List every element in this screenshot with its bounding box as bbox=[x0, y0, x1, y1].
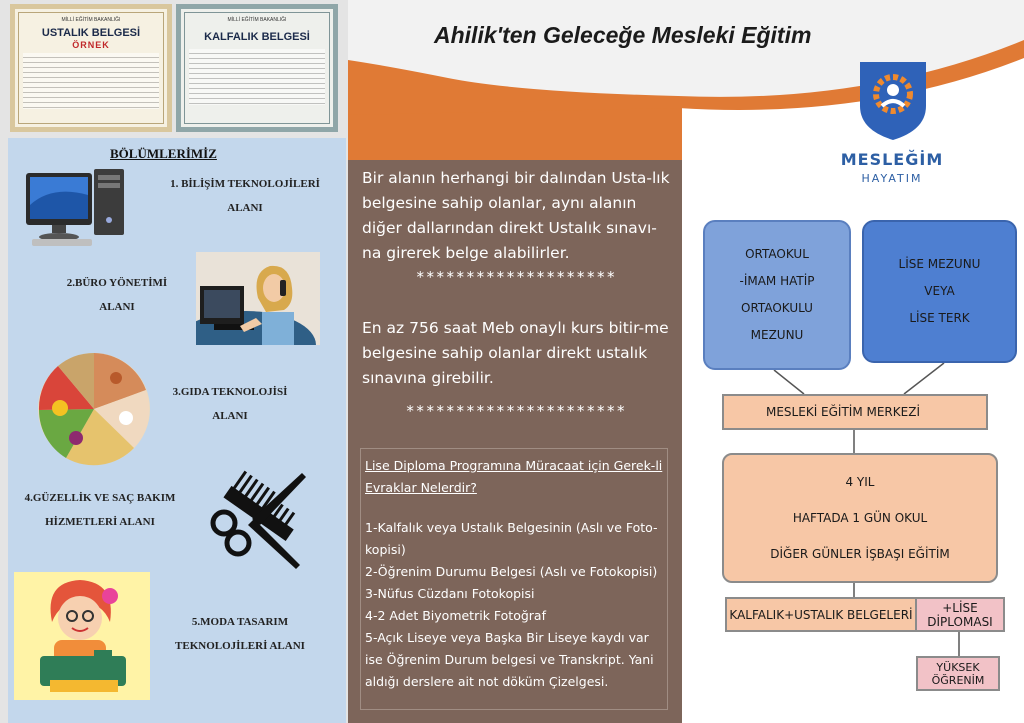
list-item: 4-2 Adet Biyometrik Fotoğraf bbox=[365, 608, 546, 623]
separator-stars-1: ******************** bbox=[415, 268, 617, 286]
flow-text: HAFTADA 1 GÜN OKUL bbox=[792, 511, 928, 525]
section-2-label bbox=[52, 271, 182, 319]
ustalik-certificate-image bbox=[10, 4, 172, 132]
flow-text: -İMAM HATİP ORTAOKULU bbox=[739, 274, 815, 315]
flow-text: +LİSE DİPLOMASI bbox=[927, 600, 993, 629]
list-item: 5-Açık Liseye veya Başka Bir Liseye kaydı var ise Öğrenim Durum belgesi ve Transkript. Yani aldığı derslere ait not döküm Çizelgesi. bbox=[365, 630, 654, 689]
flow-box-certificates bbox=[725, 597, 917, 632]
list-item: 3-Nüfus Cüzdanı Fotokopisi bbox=[365, 586, 535, 601]
info-paragraph-2: En az 756 saat Meb onaylı kurs bitir-me belgesine sahip olanlar direkt ustalık sınavına girebilir. bbox=[362, 319, 669, 387]
brand-name: MESLEĞİM bbox=[840, 150, 944, 169]
flow-box-ortaokul bbox=[703, 220, 851, 370]
flow-text: LİSE MEZUNU bbox=[898, 257, 981, 271]
cert-stamp: ÖRNEK bbox=[72, 40, 110, 50]
flow-text: MEZUNU bbox=[750, 328, 804, 342]
computer-icon bbox=[22, 165, 130, 249]
section-5-subtitle: TEKNOLOJİLERİ ALANI bbox=[175, 640, 305, 652]
seamstress-icon bbox=[14, 572, 150, 700]
flow-text: ORTAOKUL bbox=[745, 247, 809, 261]
section-4-label bbox=[20, 486, 180, 534]
section-1-label bbox=[150, 172, 340, 220]
kalfalik-certificate-image bbox=[176, 4, 338, 132]
brand-tagline: HAYATIM bbox=[861, 172, 923, 185]
flow-box-higher-education bbox=[916, 656, 1000, 691]
required-documents-heading: Lise Diploma Programına Müracaat için Gerek-li Evraklar Nelerdir? bbox=[365, 458, 663, 495]
section-3-title: 3.GIDA TEKNOLOJİSİ bbox=[172, 386, 288, 398]
info-paragraph-1: Bir alanın herhangi bir dalından Usta-lık belgesine sahip olanlar, aynı alanın diğer dallarından direkt Ustalık sınavı-na girerek belge alabilirler. bbox=[362, 169, 670, 262]
flow-box-diploma bbox=[915, 597, 1005, 632]
sections-heading: BÖLÜMLERİMİZ bbox=[110, 146, 217, 161]
cert-title: USTALIK BELGESİ bbox=[41, 27, 141, 39]
section-3-subtitle: ALANI bbox=[212, 410, 248, 422]
section-5-label bbox=[170, 610, 310, 658]
list-item: 2-Öğrenim Durumu Belgesi (Aslı ve Fotokopisi) bbox=[365, 564, 658, 579]
section-5-title: 5.MODA TASARIM bbox=[191, 616, 289, 628]
flow-text: 4 YIL bbox=[845, 475, 875, 489]
cert-title: KALFALIK BELGESİ bbox=[204, 31, 310, 43]
flow-text: YÜKSEK ÖĞRENİM bbox=[931, 660, 985, 687]
required-documents-box bbox=[360, 448, 668, 710]
flow-text: DİĞER GÜNLER İŞBAŞI EĞİTİM bbox=[770, 547, 950, 561]
flow-text: VEYA bbox=[924, 284, 955, 298]
flow-text: MESLEKİ EĞİTİM MERKEZİ bbox=[766, 405, 920, 419]
required-documents-list bbox=[365, 517, 665, 693]
cert-ministry: MİLLİ EĞİTİM BAKANLIĞI bbox=[227, 17, 287, 23]
list-item: 1-Kalfalık veya Ustalık Belgesinin (Aslı ve Foto-kopisi) bbox=[365, 520, 658, 557]
flow-box-program bbox=[722, 453, 998, 583]
flow-box-lise bbox=[862, 220, 1017, 363]
comb-scissors-icon bbox=[198, 465, 310, 575]
flow-box-training-center bbox=[722, 394, 988, 430]
cert-ministry: MİLLİ EĞİTİM BAKANLIĞI bbox=[61, 17, 121, 23]
section-4-title: 4.GÜZELLİK VE SAÇ BAKIM bbox=[24, 492, 176, 504]
page-headline: Ahilik'ten Geleceğe Mesleki Eğitim bbox=[434, 22, 812, 48]
section-2-title: 2.BÜRO YÖNETİMİ bbox=[66, 277, 168, 289]
separator-stars-2: ********************** bbox=[405, 402, 627, 420]
section-1-subtitle: ALANI bbox=[227, 202, 263, 214]
section-3-label bbox=[170, 380, 290, 428]
food-wheel-icon bbox=[36, 348, 152, 470]
section-2-subtitle: ALANI bbox=[99, 301, 135, 313]
section-4-subtitle: HİZMETLERİ ALANI bbox=[45, 516, 155, 528]
flow-text: KALFALIK+USTALIK BELGELERİ bbox=[729, 607, 913, 622]
office-worker-icon bbox=[196, 252, 320, 345]
section-1-title: 1. BİLİŞİM TEKNOLOJİLERİ bbox=[170, 178, 320, 190]
flow-text: LİSE TERK bbox=[909, 311, 970, 325]
